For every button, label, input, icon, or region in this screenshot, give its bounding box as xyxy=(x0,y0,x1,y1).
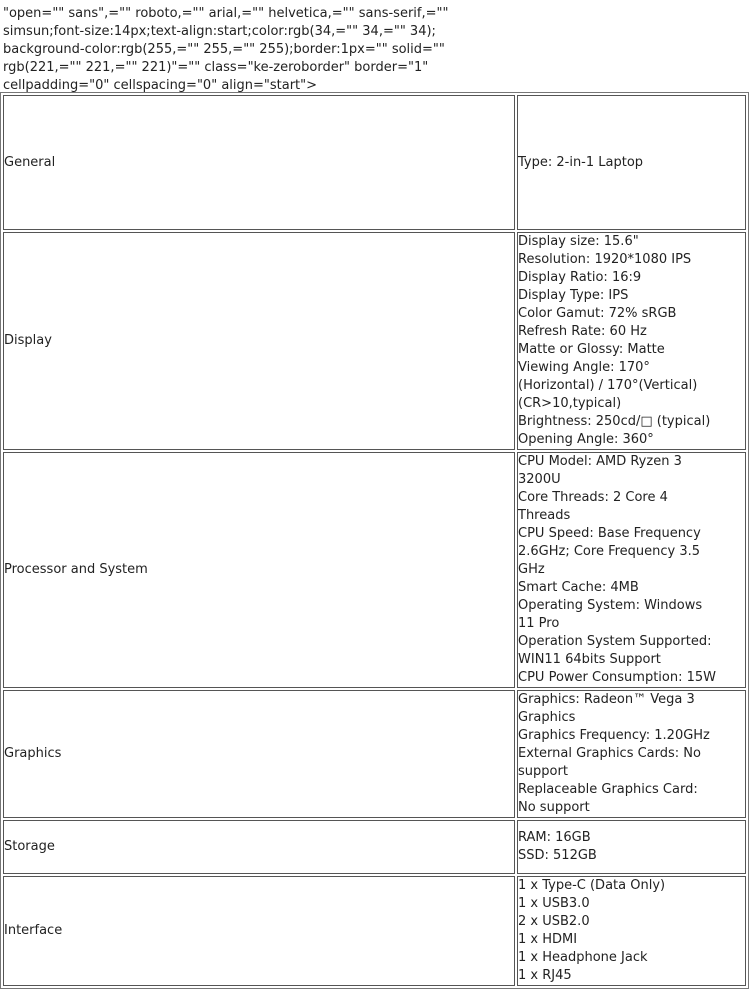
spec-value-line: 2.6GHz; Core Frequency 3.5 xyxy=(518,544,701,559)
spec-value-line: SSD: 512GB xyxy=(518,848,597,863)
spec-row-graphics xyxy=(3,690,746,818)
spec-row-processor-and-system xyxy=(3,452,746,688)
spec-value-line: 1 x Type-C (Data Only) xyxy=(518,878,666,893)
spec-value-line: No support xyxy=(518,800,590,815)
spec-value-line: RAM: 16GB xyxy=(518,830,591,845)
spec-value-line: Brightness: 250cd/□ (typical) xyxy=(518,414,711,429)
spec-value-line: 1 x HDMI xyxy=(518,932,578,947)
spec-value-line: 1 x RJ45 xyxy=(518,968,572,983)
spec-values xyxy=(517,95,746,230)
spec-value-line: Core Threads: 2 Core 4 xyxy=(518,490,668,505)
spec-label: Interface xyxy=(3,876,515,986)
leaked-html-text xyxy=(0,0,510,94)
spec-values xyxy=(517,690,746,818)
spec-value-line: CPU Power Consumption: 15W xyxy=(518,670,717,685)
spec-value-line: Replaceable Graphics Card: xyxy=(518,782,698,797)
spec-row-display xyxy=(3,232,746,450)
spec-value-line: (Horizontal) / 170°(Vertical) xyxy=(518,378,698,393)
spec-value-line: support xyxy=(518,764,568,779)
spec-row-interface xyxy=(3,876,746,986)
spec-value-line: Threads xyxy=(518,508,571,523)
leaked-line: rgb(221,="" 221,="" 221)"="" class="ke-zeroborder" border="1" xyxy=(3,60,429,75)
spec-value-line: Operating System: Windows xyxy=(518,598,703,613)
spec-value-line: WIN11 64bits Support xyxy=(518,652,661,667)
spec-value-line: CPU Model: AMD Ryzen 3 xyxy=(518,454,682,469)
spec-value-line: Viewing Angle: 170° xyxy=(518,360,650,375)
spec-value-line: Display size: 15.6" xyxy=(518,234,639,249)
leaked-line: background-color:rgb(255,="" 255,="" 255);border:1px="" solid="" xyxy=(3,42,445,57)
spec-row-storage xyxy=(3,820,746,874)
spec-value-line: Opening Angle: 360° xyxy=(518,432,654,447)
spec-label: Storage xyxy=(3,820,515,874)
spec-value-line: 1 x USB3.0 xyxy=(518,896,590,911)
spec-value-line: 2 x USB2.0 xyxy=(518,914,590,929)
spec-value-line: Color Gamut: 72% sRGB xyxy=(518,306,677,321)
spec-value-line: External Graphics Cards: No xyxy=(518,746,701,761)
spec-label: Display xyxy=(3,232,515,450)
spec-value-line: Smart Cache: 4MB xyxy=(518,580,639,595)
spec-label: General xyxy=(3,95,515,230)
spec-label: Graphics xyxy=(3,690,515,818)
spec-value-line: Resolution: 1920*1080 IPS xyxy=(518,252,692,267)
spec-value-line: GHz xyxy=(518,562,545,577)
leaked-line: "open="" sans",="" roboto,="" arial,="" helvetica,="" sans-serif,="" xyxy=(3,6,449,21)
spec-value-line: Graphics: Radeon™ Vega 3 xyxy=(518,692,695,707)
leaked-line: cellpadding="0" cellspacing="0" align="start"> xyxy=(3,78,318,93)
spec-value-line: 11 Pro xyxy=(518,616,560,631)
spec-value-line: 3200U xyxy=(518,472,561,487)
spec-label: Processor and System xyxy=(3,452,515,688)
spec-value-line: (CR>10,typical) xyxy=(518,396,622,411)
spec-values xyxy=(517,820,746,874)
spec-value-line: Matte or Glossy: Matte xyxy=(518,342,665,357)
spec-value-line: Type: 2-in-1 Laptop xyxy=(518,154,644,170)
spec-value-line: Operation System Supported: xyxy=(518,634,712,649)
spec-value-line: CPU Speed: Base Frequency xyxy=(518,526,701,541)
spec-values xyxy=(517,452,746,688)
spec-values xyxy=(517,876,746,986)
spec-values xyxy=(517,232,746,450)
spec-value-line: 1 x Headphone Jack xyxy=(518,950,648,965)
leaked-line: simsun;font-size:14px;text-align:start;color:rgb(34,="" 34,="" 34); xyxy=(3,24,436,39)
spec-value-line: Graphics Frequency: 1.20GHz xyxy=(518,728,710,743)
spec-value-line: Refresh Rate: 60 Hz xyxy=(518,324,647,339)
spec-value-line: Display Ratio: 16:9 xyxy=(518,270,642,285)
spec-value-line: Graphics xyxy=(518,710,576,725)
spec-row-general xyxy=(3,95,746,230)
specs-table xyxy=(0,92,749,989)
spec-value-line: Display Type: IPS xyxy=(518,288,629,303)
